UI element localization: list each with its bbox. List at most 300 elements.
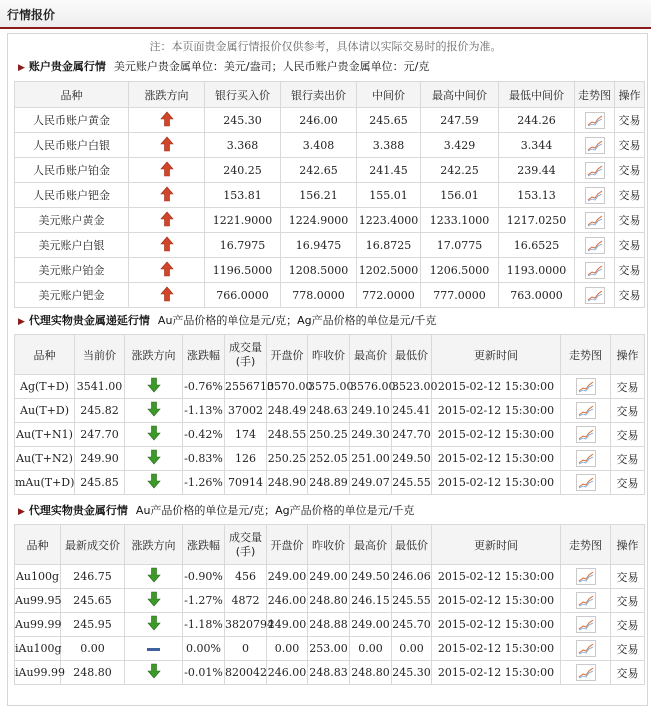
column-header: 银行卖出价 xyxy=(281,82,357,108)
column-header: 涨跌方向 xyxy=(125,525,183,565)
column-header: 最高价 xyxy=(350,335,392,375)
trend-chart-icon[interactable] xyxy=(576,640,596,657)
column-header: 开盘价 xyxy=(267,335,308,375)
low-cell: 246.06 xyxy=(392,565,432,589)
price-cell: 3541.00 xyxy=(75,375,125,399)
section-bullet-icon: ▶ xyxy=(18,63,25,73)
trend-chart-icon[interactable] xyxy=(576,664,596,681)
pct-cell: -1.13% xyxy=(183,399,225,423)
high-cell: 246.15 xyxy=(350,589,392,613)
direction-cell xyxy=(125,613,183,637)
table-row xyxy=(15,613,645,637)
low-cell: 239.44 xyxy=(499,158,575,183)
low-cell: 1217.0250 xyxy=(499,208,575,233)
vol-cell: 0 xyxy=(225,637,267,661)
open-cell: 3570.00 xyxy=(267,375,308,399)
column-header: 最高价 xyxy=(350,525,392,565)
mid-cell: 1223.4000 xyxy=(357,208,421,233)
direction-cell xyxy=(129,258,205,283)
trade-link[interactable]: 交易 xyxy=(618,214,641,227)
product-name-cell: 人民币账户黄金 xyxy=(15,108,129,133)
low-cell: 1193.0000 xyxy=(499,258,575,283)
buy-cell: 16.7975 xyxy=(205,233,281,258)
pct-cell: 0.00% xyxy=(183,637,225,661)
buy-cell: 1196.5000 xyxy=(205,258,281,283)
trade-link[interactable]: 交易 xyxy=(618,264,641,277)
table-row xyxy=(15,637,645,661)
direction-cell xyxy=(129,158,205,183)
green-down-arrow-icon xyxy=(148,664,160,681)
table-row xyxy=(15,565,645,589)
pct-cell: -0.83% xyxy=(183,447,225,471)
pct-cell: -1.27% xyxy=(183,589,225,613)
table-row xyxy=(15,471,645,495)
section1-subtitle: 美元账户贵金属单位：美元/盎司；人民币账户贵金属单位：元/克 xyxy=(113,60,430,73)
trade-link[interactable]: 交易 xyxy=(618,189,641,202)
trade-link[interactable]: 交易 xyxy=(618,239,641,252)
time-cell: 2015-02-12 15:30:00 xyxy=(432,565,561,589)
column-header: 品种 xyxy=(15,335,75,375)
action-cell xyxy=(611,447,645,471)
table-header-row xyxy=(15,82,645,108)
product-name-cell: 美元账户钯金 xyxy=(15,283,129,308)
trend-chart-icon[interactable] xyxy=(576,616,596,633)
sell-cell: 778.0000 xyxy=(281,283,357,308)
open-cell: 249.00 xyxy=(267,613,308,637)
product-name-cell: Au99.95 xyxy=(15,589,61,613)
table-row xyxy=(15,399,645,423)
trend-cell xyxy=(575,183,615,208)
time-cell: 2015-02-12 15:30:00 xyxy=(432,589,561,613)
time-cell: 2015-02-12 15:30:00 xyxy=(432,423,561,447)
section2-heading xyxy=(18,312,436,328)
trend-cell xyxy=(561,471,611,495)
action-cell xyxy=(615,283,645,308)
vol-cell: 126 xyxy=(225,447,267,471)
flat-line-icon xyxy=(147,648,160,651)
action-cell xyxy=(615,233,645,258)
action-cell xyxy=(615,133,645,158)
pct-cell: -1.18% xyxy=(183,613,225,637)
buy-cell: 3.368 xyxy=(205,133,281,158)
buy-cell: 1221.9000 xyxy=(205,208,281,233)
vol-cell: 3820794 xyxy=(225,613,267,637)
low-cell: 245.55 xyxy=(392,471,432,495)
header-bar xyxy=(0,0,651,29)
trend-cell xyxy=(561,661,611,685)
action-cell xyxy=(611,661,645,685)
column-header: 最低价 xyxy=(392,335,432,375)
trend-cell xyxy=(575,208,615,233)
action-cell xyxy=(611,399,645,423)
column-header: 当前价 xyxy=(75,335,125,375)
trend-chart-icon[interactable] xyxy=(576,378,596,395)
pct-cell: -0.76% xyxy=(183,375,225,399)
section3-heading xyxy=(18,502,414,518)
high-cell: 17.0775 xyxy=(421,233,499,258)
direction-cell xyxy=(125,661,183,685)
vol-cell: 820042 xyxy=(225,661,267,685)
high-cell: 242.25 xyxy=(421,158,499,183)
column-header: 最新成交价 xyxy=(61,525,125,565)
price-cell: 249.90 xyxy=(75,447,125,471)
low-cell: 3.344 xyxy=(499,133,575,158)
action-cell xyxy=(615,208,645,233)
trade-link[interactable]: 交易 xyxy=(618,164,641,177)
mid-cell: 3.388 xyxy=(357,133,421,158)
vol-cell: 2556710 xyxy=(225,375,267,399)
sell-cell: 246.00 xyxy=(281,108,357,133)
product-name-cell: Au(T+N2) xyxy=(15,447,75,471)
time-cell: 2015-02-12 15:30:00 xyxy=(432,471,561,495)
sell-cell: 242.65 xyxy=(281,158,357,183)
product-name-cell: Au100g xyxy=(15,565,61,589)
prev-cell: 248.80 xyxy=(308,589,350,613)
mid-cell: 241.45 xyxy=(357,158,421,183)
price-cell: 0.00 xyxy=(61,637,125,661)
table-row xyxy=(15,133,645,158)
open-cell: 250.25 xyxy=(267,447,308,471)
mid-cell: 245.65 xyxy=(357,108,421,133)
table-row xyxy=(15,208,645,233)
action-cell xyxy=(615,108,645,133)
table-row xyxy=(15,423,645,447)
section3-subtitle: Au产品价格的单位是元/克；Ag产品价格的单位是元/千克 xyxy=(135,504,415,517)
pct-cell: -0.42% xyxy=(183,423,225,447)
trend-chart-icon[interactable] xyxy=(576,568,596,585)
prev-cell: 252.05 xyxy=(308,447,350,471)
column-header: 涨跌幅 xyxy=(183,525,225,565)
product-name-cell: Au(T+N1) xyxy=(15,423,75,447)
high-cell: 249.10 xyxy=(350,399,392,423)
product-name-cell: iAu99.99 xyxy=(15,661,61,685)
green-down-arrow-icon xyxy=(148,474,160,491)
pct-cell: -0.01% xyxy=(183,661,225,685)
trend-chart-icon[interactable] xyxy=(576,592,596,609)
time-cell: 2015-02-12 15:30:00 xyxy=(432,399,561,423)
trend-cell xyxy=(561,447,611,471)
direction-cell xyxy=(125,471,183,495)
high-cell: 249.30 xyxy=(350,423,392,447)
trend-cell xyxy=(575,133,615,158)
time-cell: 2015-02-12 15:30:00 xyxy=(432,375,561,399)
column-header: 成交量(手) xyxy=(225,335,267,375)
action-cell xyxy=(611,471,645,495)
direction-cell xyxy=(129,133,205,158)
low-cell: 245.70 xyxy=(392,613,432,637)
buy-cell: 766.0000 xyxy=(205,283,281,308)
pct-cell: -1.26% xyxy=(183,471,225,495)
pct-cell: -0.90% xyxy=(183,565,225,589)
trend-chart-icon[interactable] xyxy=(585,212,605,229)
column-header: 开盘价 xyxy=(267,525,308,565)
high-cell: 247.59 xyxy=(421,108,499,133)
trend-cell xyxy=(575,108,615,133)
trend-cell xyxy=(575,158,615,183)
action-cell xyxy=(611,637,645,661)
trend-chart-icon[interactable] xyxy=(585,162,605,179)
red-up-arrow-icon xyxy=(161,262,173,279)
product-name-cell: Ag(T+D) xyxy=(15,375,75,399)
product-name-cell: Au99.99 xyxy=(15,613,61,637)
trend-chart-icon[interactable] xyxy=(585,112,605,129)
disclaimer-notice: 注：本页面贵金属行情报价仅供参考，具体请以实际交易时的报价为准。 xyxy=(149,40,502,53)
trend-cell xyxy=(575,258,615,283)
direction-cell xyxy=(129,183,205,208)
trend-chart-icon[interactable] xyxy=(585,187,605,204)
high-cell: 3576.00 xyxy=(350,375,392,399)
time-cell: 2015-02-12 15:30:00 xyxy=(432,613,561,637)
trend-chart-icon[interactable] xyxy=(576,450,596,467)
vol-cell: 4872 xyxy=(225,589,267,613)
column-header: 更新时间 xyxy=(432,525,561,565)
table-row xyxy=(15,158,645,183)
low-cell: 245.55 xyxy=(392,589,432,613)
red-up-arrow-icon xyxy=(161,212,173,229)
column-header: 银行买入价 xyxy=(205,82,281,108)
product-name-cell: 人民币账户钯金 xyxy=(15,183,129,208)
trend-chart-icon[interactable] xyxy=(576,402,596,419)
mid-cell: 155.01 xyxy=(357,183,421,208)
high-cell: 249.50 xyxy=(350,565,392,589)
open-cell: 246.00 xyxy=(267,661,308,685)
open-cell: 246.00 xyxy=(267,589,308,613)
vol-cell: 37002 xyxy=(225,399,267,423)
red-up-arrow-icon xyxy=(161,112,173,129)
trade-link[interactable]: 交易 xyxy=(616,476,639,490)
high-cell: 3.429 xyxy=(421,133,499,158)
direction-cell xyxy=(125,375,183,399)
column-header: 最低中间价 xyxy=(499,82,575,108)
column-header: 品种 xyxy=(15,525,61,565)
column-header: 涨跌方向 xyxy=(129,82,205,108)
high-cell: 156.01 xyxy=(421,183,499,208)
high-cell: 249.07 xyxy=(350,471,392,495)
price-cell: 246.75 xyxy=(61,565,125,589)
trend-chart-icon[interactable] xyxy=(585,262,605,279)
table-row xyxy=(15,447,645,471)
open-cell: 249.00 xyxy=(267,565,308,589)
trade-link[interactable]: 交易 xyxy=(616,428,639,442)
trade-link[interactable]: 交易 xyxy=(616,594,639,608)
prev-cell: 248.88 xyxy=(308,613,350,637)
trend-cell xyxy=(561,375,611,399)
trend-chart-icon[interactable] xyxy=(576,426,596,443)
prev-cell: 249.00 xyxy=(308,565,350,589)
column-header: 成交量(手) xyxy=(225,525,267,565)
product-name-cell: 美元账户铂金 xyxy=(15,258,129,283)
vol-cell: 456 xyxy=(225,565,267,589)
green-down-arrow-icon xyxy=(148,568,160,585)
sell-cell: 156.21 xyxy=(281,183,357,208)
column-header: 品种 xyxy=(15,82,129,108)
trend-cell xyxy=(561,637,611,661)
action-cell xyxy=(611,423,645,447)
column-header: 操作 xyxy=(615,82,645,108)
section-bullet-icon: ▶ xyxy=(18,317,25,327)
price-cell: 248.80 xyxy=(61,661,125,685)
trend-cell xyxy=(561,399,611,423)
high-cell: 248.80 xyxy=(350,661,392,685)
trade-link[interactable]: 交易 xyxy=(616,642,639,656)
trade-link[interactable]: 交易 xyxy=(618,114,641,127)
section1-title: 账户贵金属行情 xyxy=(28,60,106,73)
table-row xyxy=(15,233,645,258)
physical-metals-table xyxy=(14,524,645,685)
table-row xyxy=(15,589,645,613)
low-cell: 3523.00 xyxy=(392,375,432,399)
direction-cell xyxy=(129,283,205,308)
product-name-cell: iAu100g xyxy=(15,637,61,661)
prev-cell: 248.89 xyxy=(308,471,350,495)
trend-cell xyxy=(561,565,611,589)
direction-cell xyxy=(125,565,183,589)
red-up-arrow-icon xyxy=(161,162,173,179)
column-header: 操作 xyxy=(611,525,645,565)
product-name-cell: Au(T+D) xyxy=(15,399,75,423)
trend-chart-icon[interactable] xyxy=(585,287,605,304)
time-cell: 2015-02-12 15:30:00 xyxy=(432,637,561,661)
high-cell: 249.00 xyxy=(350,613,392,637)
table-row xyxy=(15,661,645,685)
page-title: 行情报价 xyxy=(7,8,56,22)
section2-title: 代理实物贵金属递延行情 xyxy=(28,314,150,327)
prev-cell: 253.00 xyxy=(308,637,350,661)
price-cell: 247.70 xyxy=(75,423,125,447)
product-name-cell: 人民币账户铂金 xyxy=(15,158,129,183)
column-header: 昨收价 xyxy=(308,525,350,565)
vol-cell: 174 xyxy=(225,423,267,447)
trend-cell xyxy=(575,283,615,308)
red-up-arrow-icon xyxy=(161,237,173,254)
low-cell: 249.50 xyxy=(392,447,432,471)
trade-link[interactable]: 交易 xyxy=(618,289,641,302)
column-header: 最高中间价 xyxy=(421,82,499,108)
low-cell: 153.13 xyxy=(499,183,575,208)
prev-cell: 250.25 xyxy=(308,423,350,447)
action-cell xyxy=(615,258,645,283)
trade-link[interactable]: 交易 xyxy=(618,139,641,152)
time-cell: 2015-02-12 15:30:00 xyxy=(432,447,561,471)
column-header: 中间价 xyxy=(357,82,421,108)
trend-cell xyxy=(561,423,611,447)
section1-heading xyxy=(18,58,429,74)
column-header: 更新时间 xyxy=(432,335,561,375)
mid-cell: 772.0000 xyxy=(357,283,421,308)
direction-cell xyxy=(125,637,183,661)
trade-link[interactable]: 交易 xyxy=(616,452,639,466)
green-down-arrow-icon xyxy=(148,592,160,609)
action-cell xyxy=(615,158,645,183)
trend-cell xyxy=(561,613,611,637)
product-name-cell: mAu(T+D) xyxy=(15,471,75,495)
sell-cell: 1224.9000 xyxy=(281,208,357,233)
action-cell xyxy=(611,589,645,613)
action-cell xyxy=(615,183,645,208)
direction-cell xyxy=(125,399,183,423)
section3-title: 代理实物贵金属行情 xyxy=(28,504,128,517)
price-cell: 245.85 xyxy=(75,471,125,495)
high-cell: 777.0000 xyxy=(421,283,499,308)
trade-link[interactable]: 交易 xyxy=(616,404,639,418)
direction-cell xyxy=(125,589,183,613)
low-cell: 16.6525 xyxy=(499,233,575,258)
low-cell: 245.30 xyxy=(392,661,432,685)
low-cell: 245.41 xyxy=(392,399,432,423)
red-up-arrow-icon xyxy=(161,187,173,204)
green-down-arrow-icon xyxy=(148,426,160,443)
buy-cell: 245.30 xyxy=(205,108,281,133)
table-row xyxy=(15,375,645,399)
trend-chart-icon[interactable] xyxy=(585,137,605,154)
column-header: 走势图 xyxy=(561,525,611,565)
trend-chart-icon[interactable] xyxy=(576,474,596,491)
prev-cell: 248.63 xyxy=(308,399,350,423)
action-cell xyxy=(611,565,645,589)
action-cell xyxy=(611,375,645,399)
product-name-cell: 美元账户黄金 xyxy=(15,208,129,233)
column-header: 走势图 xyxy=(575,82,615,108)
direction-cell xyxy=(125,423,183,447)
section2-subtitle: Au产品价格的单位是元/克；Ag产品价格的单位是元/千克 xyxy=(157,314,437,327)
direction-cell xyxy=(129,108,205,133)
column-header: 涨跌方向 xyxy=(125,335,183,375)
red-up-arrow-icon xyxy=(161,137,173,154)
vol-cell: 70914 xyxy=(225,471,267,495)
table-row xyxy=(15,283,645,308)
trade-link[interactable]: 交易 xyxy=(616,618,639,632)
low-cell: 0.00 xyxy=(392,637,432,661)
green-down-arrow-icon xyxy=(148,616,160,633)
buy-cell: 240.25 xyxy=(205,158,281,183)
trade-link[interactable]: 交易 xyxy=(616,570,639,584)
column-header: 昨收价 xyxy=(308,335,350,375)
direction-cell xyxy=(129,233,205,258)
trade-link[interactable]: 交易 xyxy=(616,666,639,680)
account-metals-table xyxy=(14,81,645,308)
green-down-arrow-icon xyxy=(148,402,160,419)
table-row xyxy=(15,108,645,133)
green-down-arrow-icon xyxy=(148,450,160,467)
table-row xyxy=(15,258,645,283)
table-header-row xyxy=(15,335,645,375)
buy-cell: 153.81 xyxy=(205,183,281,208)
table-row xyxy=(15,183,645,208)
high-cell: 0.00 xyxy=(350,637,392,661)
sell-cell: 3.408 xyxy=(281,133,357,158)
low-cell: 244.26 xyxy=(499,108,575,133)
prev-cell: 3575.00 xyxy=(308,375,350,399)
column-header: 最低价 xyxy=(392,525,432,565)
open-cell: 248.90 xyxy=(267,471,308,495)
low-cell: 763.0000 xyxy=(499,283,575,308)
high-cell: 251.00 xyxy=(350,447,392,471)
product-name-cell: 人民币账户白银 xyxy=(15,133,129,158)
price-cell: 245.82 xyxy=(75,399,125,423)
column-header: 操作 xyxy=(611,335,645,375)
high-cell: 1206.5000 xyxy=(421,258,499,283)
open-cell: 248.49 xyxy=(267,399,308,423)
green-down-arrow-icon xyxy=(148,378,160,395)
column-header: 涨跌幅 xyxy=(183,335,225,375)
mid-cell: 16.8725 xyxy=(357,233,421,258)
open-cell: 248.55 xyxy=(267,423,308,447)
price-cell: 245.65 xyxy=(61,589,125,613)
sell-cell: 16.9475 xyxy=(281,233,357,258)
trend-chart-icon[interactable] xyxy=(585,237,605,254)
trade-link[interactable]: 交易 xyxy=(616,380,639,394)
direction-cell xyxy=(129,208,205,233)
